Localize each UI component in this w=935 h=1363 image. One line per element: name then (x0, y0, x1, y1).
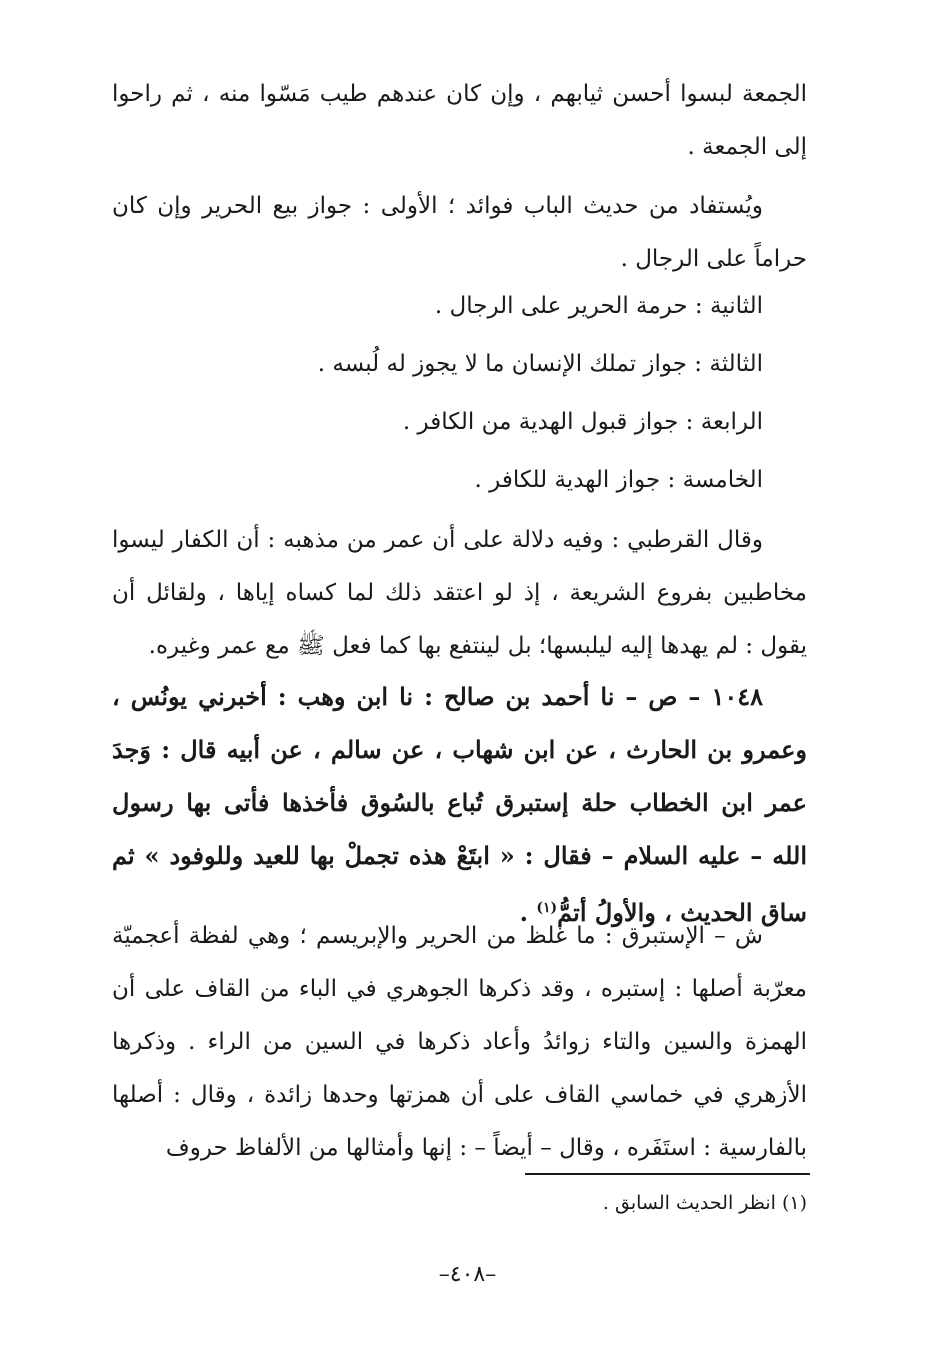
paragraph-9: ش – الإستبرق : ما غلظ من الحرير والإبريسم ؛ وهي لفظة أعجميّة معرّبة أصلها : إستبره ، وقد ذكرها الجوهري في الباء من القاف على أن الهمزة والسين والتاء زوائدُ وأعاد ذكرها في السين من الراء . وذكرها الأزهري في خماسي القاف على أن همزتها وحدها زائدة ، وقال : أصلها بالفارسية : استَفَره ، وقال – أيضاً – : إنها وأمثالها من الألفاظ حروف (112, 923, 807, 1161)
footnote-divider (525, 1173, 810, 1175)
hadith-paragraph (112, 670, 807, 939)
footnote-reference: (١) (536, 900, 558, 916)
paragraph-1: الجمعة لبسوا أحسن ثيابهم ، وإن كان عندهم طيب مَسّوا منه ، ثم راحوا إلى الجمعة . (112, 81, 807, 160)
paragraph-2: ويُستفاد من حديث الباب فوائد ؛ الأولى : جواز بيع الحرير وإن كان حراماً على الرجال . (112, 193, 807, 272)
page-number: –٤٠٨– (438, 1262, 497, 1287)
paragraph-6: الخامسة : جواز الهدية للكافر . (474, 467, 763, 493)
hadith-end: . (519, 898, 537, 927)
footnote: (١) انظر الحديث السابق . (602, 1192, 807, 1214)
paragraph-4: الثالثة : جواز تملك الإنسان ما لا يجوز له لُبسه . (317, 351, 763, 377)
paragraph-3: الثانية : حرمة الحرير على الرجال . (434, 293, 763, 319)
paragraph-5: الرابعة : جواز قبول الهدية من الكافر . (402, 409, 763, 435)
paragraph-7: وقال القرطبي : وفيه دلالة على أن عمر من مذهبه : أن الكفار ليسوا مخاطبين بفروع الشريعة ، إذ لو اعتقد ذلك لما كساه إياها ، ولقائل أن يقول : لم يهدها إليه ليلبسها؛ بل لينتفع بها كما فعل ﷺ مع عمر وغيره. (112, 527, 807, 659)
hadith-text: ١٠٤٨ – ص – نا أحمد بن صالح : نا ابن وهب : أخبرني يونُس ، وعمرو بن الحارث ، عن ابن شهاب ، عن سالم ، عن أبيه قال : وَجدَ عمر ابن الخطاب حلة إستبرق تُباع بالسُوق فأخذها فأتى بها رسول الله – عليه السلام – فقال : « ابتَعْ هذه تجملْ بها للعيد وللوفود » ثم ساق الحديث ، والأولُ أتمُّ (112, 682, 808, 927)
